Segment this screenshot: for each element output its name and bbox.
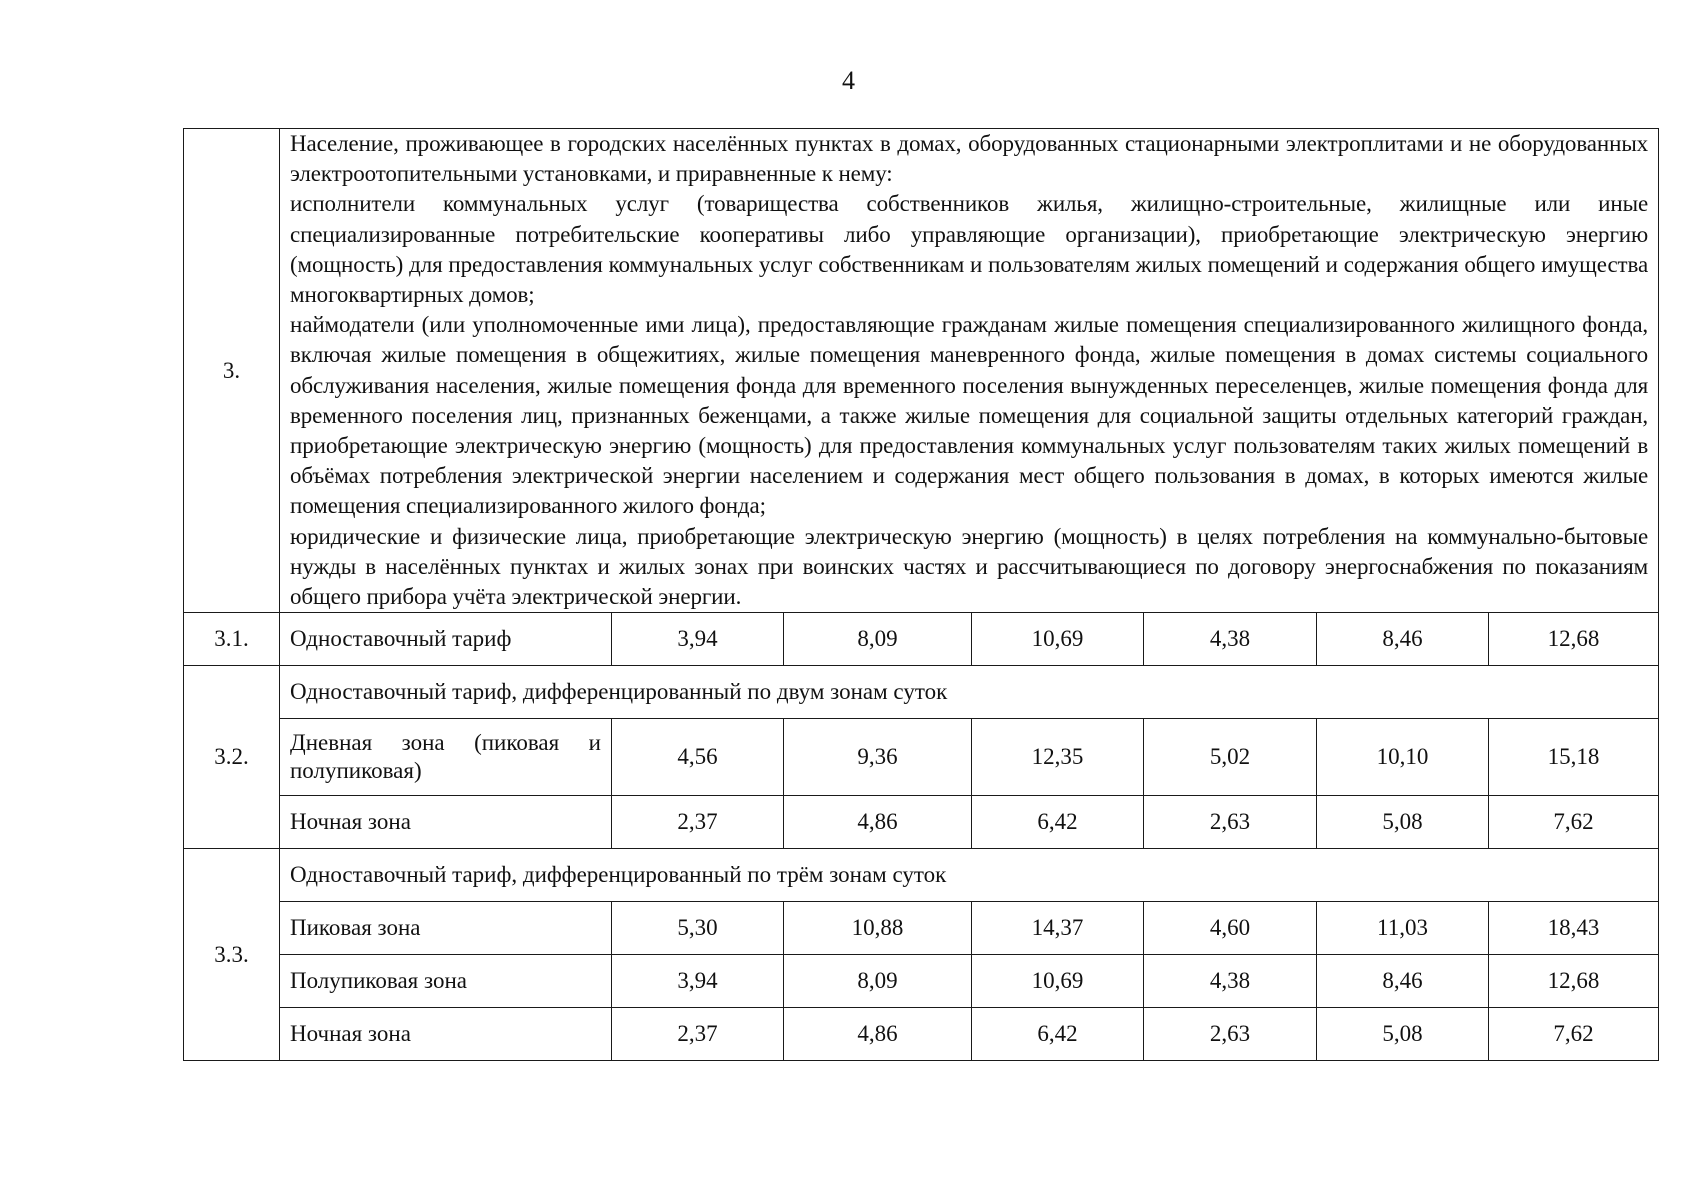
table-row-3-3-peak	[184, 902, 1659, 955]
table-row-3-2-night	[184, 796, 1659, 849]
tariff-table	[183, 128, 1659, 1061]
value-cell: 5,30	[612, 902, 784, 955]
value-cell: 3,94	[612, 613, 784, 666]
value-cell: 11,03	[1317, 902, 1489, 955]
row-number: 3.2.	[184, 666, 280, 849]
value-cell: 18,43	[1489, 902, 1659, 955]
value-cell: 7,62	[1489, 1008, 1659, 1061]
row-label: Дневная зона (пиковая и полупиковая)	[280, 719, 612, 796]
section-paragraph: юридические и физические лица, приобретающие электрическую энергию (мощность) в целях потребления на коммунально-бытовые нужды в населённых пунктах и жилых зонах при воинских частях и рассчитывающиеся по договору энергоснабжения по показаниям общего прибора учёта электрической энергии.	[290, 523, 1649, 610]
value-cell: 4,86	[784, 796, 972, 849]
table-row-3-1	[184, 613, 1659, 666]
row-label: Полупиковая зона	[280, 955, 612, 1008]
subsection-title: Одноставочный тариф, дифференцированный по трём зонам суток	[280, 849, 1659, 902]
value-cell: 5,08	[1317, 796, 1489, 849]
value-cell: 6,42	[972, 796, 1144, 849]
row-label: Ночная зона	[280, 1008, 612, 1061]
table-row-3-2-day	[184, 719, 1659, 796]
section-paragraph: наймодатели (или уполномоченные ими лица), предоставляющие гражданам жилые помещения специализированного жилищного фонда, включая жилые помещения в общежитиях, жилые помещения маневренного фонда, жилые помещения в домах системы социального обслуживания населения, жилые помещения фонда для временного поселения вынужденных переселенцев, жилые помещения фонда для временного поселения лиц, признанных беженцами, а также жилые помещения для социальной защиты отдельных категорий граждан, приобретающие электрическую энергию (мощность) для предоставления коммунальных услуг пользователям таких жилых помещений в объёмах потребления электрической энергии населением и содержания мест общего пользования в домах, в которых имеются жилые помещения специализированного жилого фонда;	[290, 312, 1649, 519]
value-cell: 4,38	[1144, 955, 1317, 1008]
value-cell: 4,56	[612, 719, 784, 796]
section-paragraph: исполнители коммунальных услуг (товарищества собственников жилья, жилищно-строительные, жилищные или иные специализированные потребительские кооперативы либо управляющие организации), приобретающие электрическую энергию (мощность) для предоставления коммунальных услуг собственникам и пользователям жилых помещений и содержания общего имущества многоквартирных домов;	[290, 191, 1649, 308]
value-cell: 5,08	[1317, 1008, 1489, 1061]
row-label: Пиковая зона	[280, 902, 612, 955]
table-row-3-3-night	[184, 1008, 1659, 1061]
value-cell: 4,38	[1144, 613, 1317, 666]
value-cell: 12,68	[1489, 955, 1659, 1008]
value-cell: 10,69	[972, 613, 1144, 666]
value-cell: 8,46	[1317, 955, 1489, 1008]
value-cell: 6,42	[972, 1008, 1144, 1061]
value-cell: 8,09	[784, 955, 972, 1008]
value-cell: 8,09	[784, 613, 972, 666]
value-cell: 8,46	[1317, 613, 1489, 666]
value-cell: 4,86	[784, 1008, 972, 1061]
table-row-3-3-header	[184, 849, 1659, 902]
value-cell: 12,35	[972, 719, 1144, 796]
value-cell: 4,60	[1144, 902, 1317, 955]
row-number: 3.1.	[184, 613, 280, 666]
value-cell: 10,10	[1317, 719, 1489, 796]
row-number: 3.3.	[184, 849, 280, 1061]
value-cell: 12,68	[1489, 613, 1659, 666]
value-cell: 2,63	[1144, 796, 1317, 849]
table-row-3-3-halfpeak	[184, 955, 1659, 1008]
section-paragraph: Население, проживающее в городских населённых пунктах в домах, оборудованных стационарными электроплитами и не оборудованных электроотопительными установками, и приравненные к нему:	[290, 131, 1649, 187]
section-description	[280, 129, 1659, 613]
value-cell: 15,18	[1489, 719, 1659, 796]
section-3-row	[184, 129, 1659, 613]
value-cell: 9,36	[784, 719, 972, 796]
section-number: 3.	[184, 129, 280, 613]
value-cell: 3,94	[612, 955, 784, 1008]
value-cell: 10,69	[972, 955, 1144, 1008]
value-cell: 2,63	[1144, 1008, 1317, 1061]
value-cell: 2,37	[612, 1008, 784, 1061]
value-cell: 10,88	[784, 902, 972, 955]
value-cell: 7,62	[1489, 796, 1659, 849]
value-cell: 14,37	[972, 902, 1144, 955]
subsection-title: Одноставочный тариф, дифференцированный по двум зонам суток	[280, 666, 1659, 719]
value-cell: 5,02	[1144, 719, 1317, 796]
value-cell: 2,37	[612, 796, 784, 849]
row-label: Одноставочный тариф	[280, 613, 612, 666]
page-number: 4	[842, 66, 855, 95]
table-row-3-2-header	[184, 666, 1659, 719]
row-label: Ночная зона	[280, 796, 612, 849]
